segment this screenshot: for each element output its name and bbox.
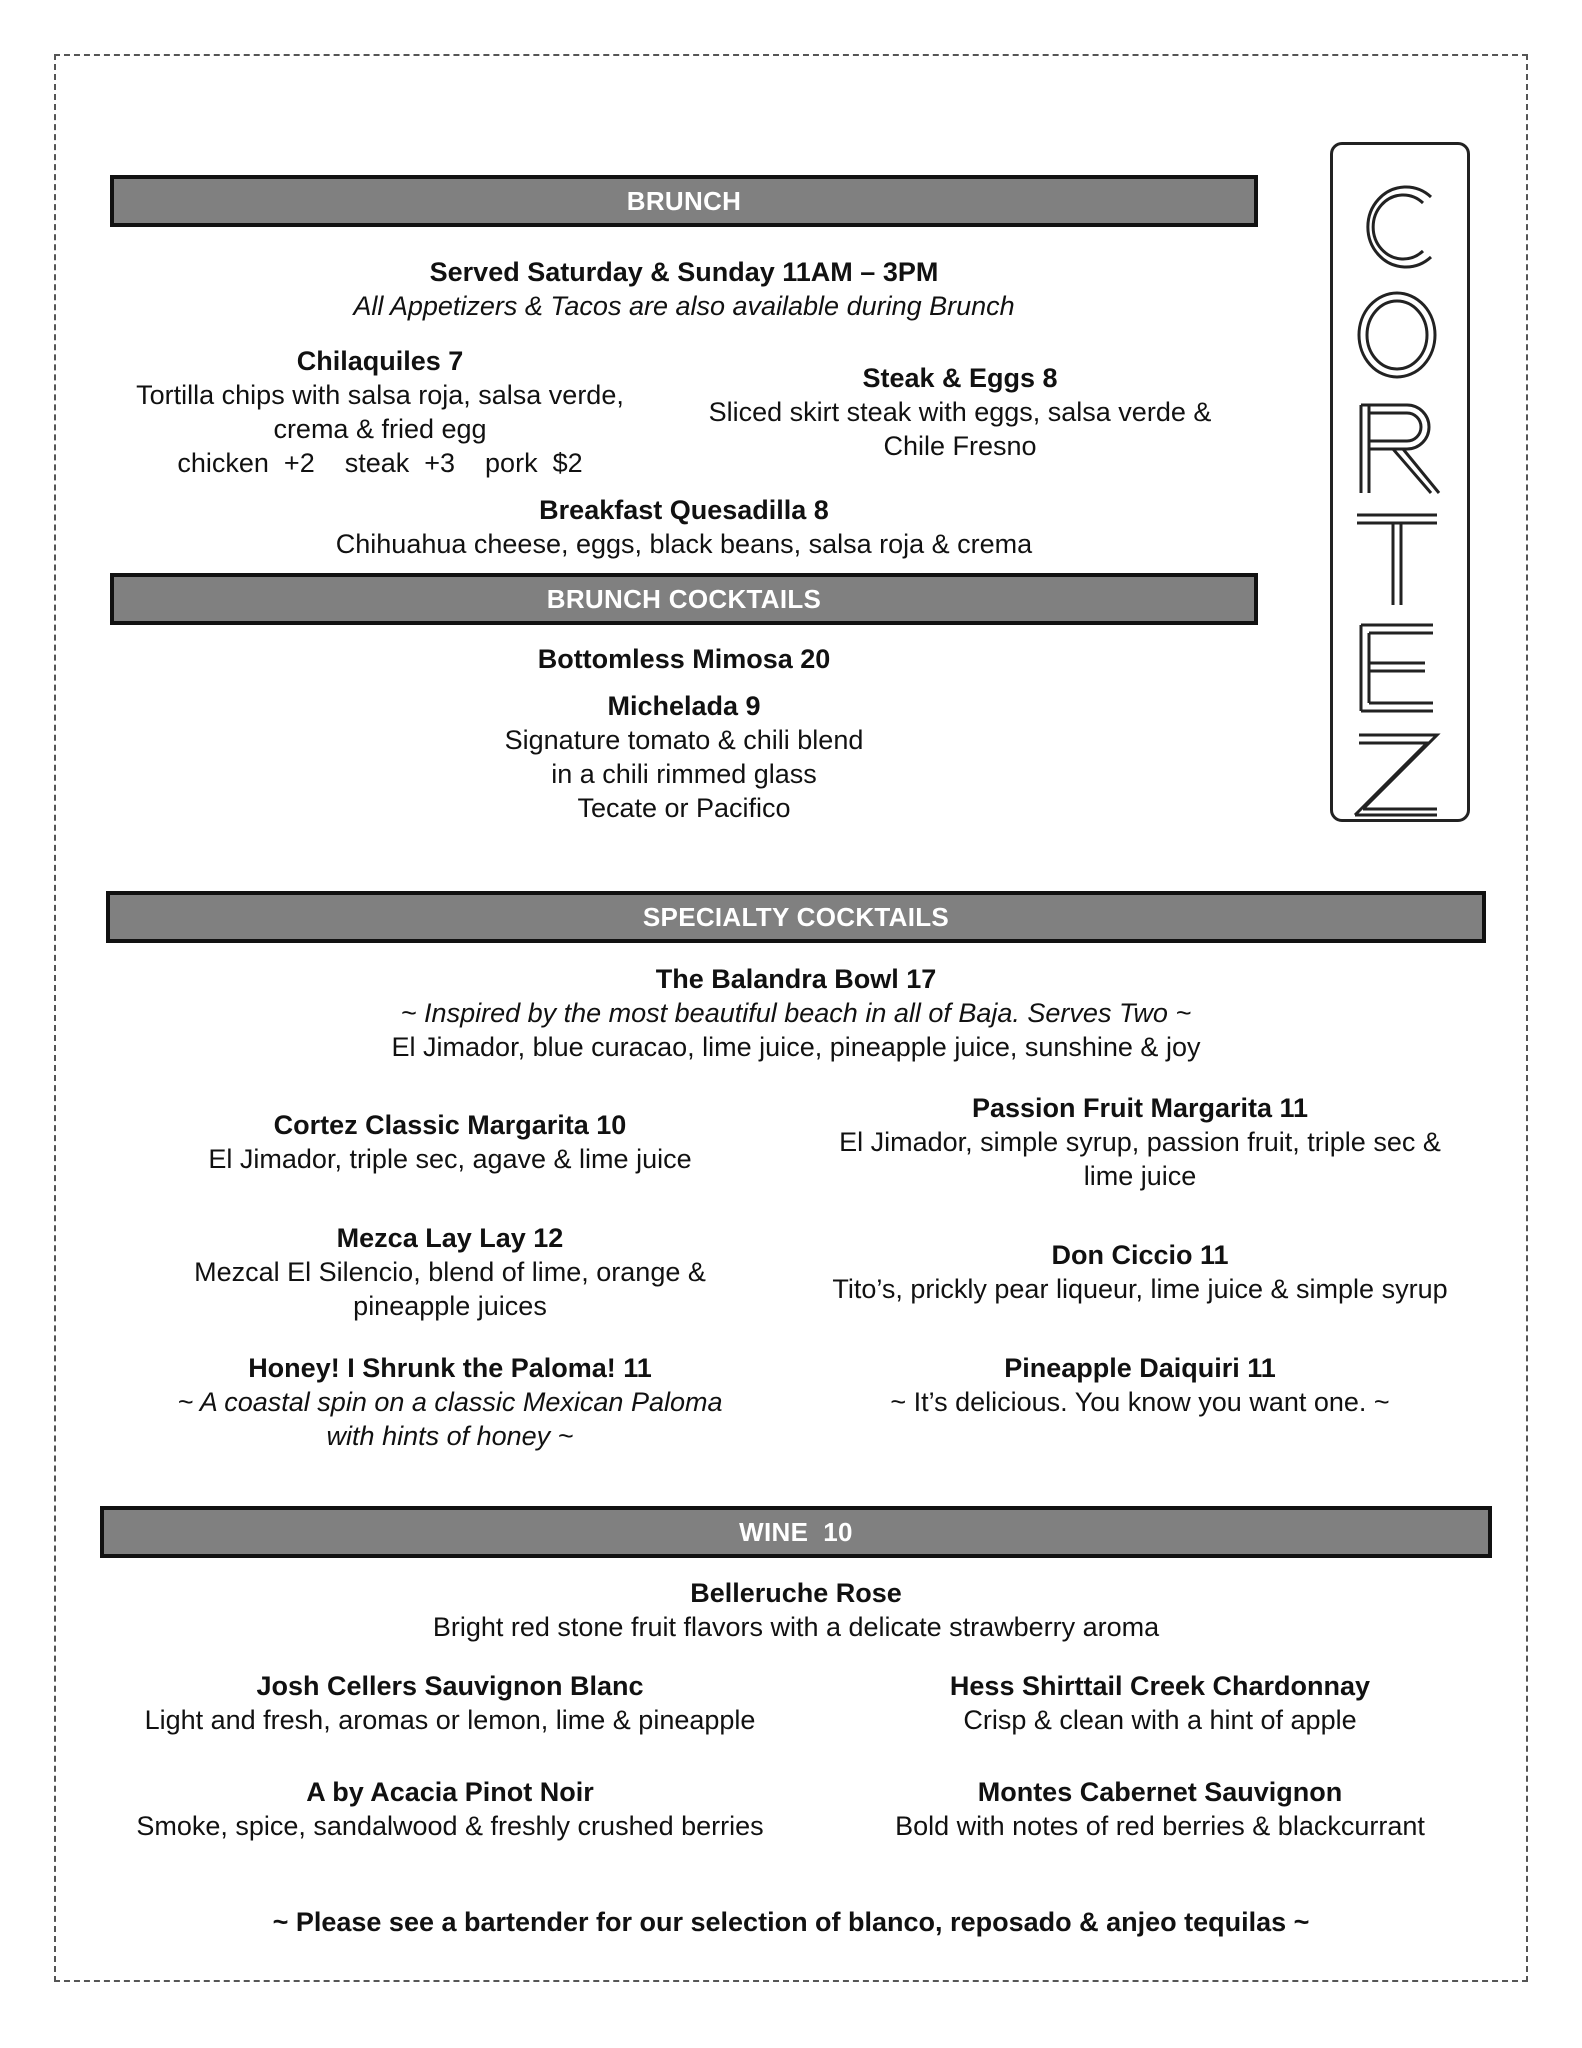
brunch-hours <box>110 255 1258 323</box>
pinot-item <box>100 1775 800 1843</box>
brunch-note: All Appetizers & Tacos are also available during Brunch <box>353 291 1015 321</box>
quesadilla-line-1: Chihuahua cheese, eggs, black beans, salsa roja & crema <box>335 529 1033 559</box>
balandra-desc: El Jimador, blue curacao, lime juice, pineapple juice, sunshine & joy <box>391 1032 1201 1062</box>
sauv-blanc-title: Josh Cellers Sauvignon Blanc <box>256 1671 644 1701</box>
paloma-line-1: ~ A coastal spin on a classic Mexican Paloma <box>177 1387 723 1417</box>
pinot-desc: Smoke, spice, sandalwood & freshly crushed berries <box>136 1811 764 1841</box>
paloma-title: Honey! I Shrunk the Paloma! 11 <box>248 1353 652 1383</box>
don-ciccio-line-1: Tito’s, prickly pear liqueur, lime juice & simple syrup <box>832 1274 1448 1304</box>
michelada-line-1: Signature tomato & chili blend <box>504 725 864 755</box>
balandra-tagline: ~ Inspired by the most beautiful beach in all of Baja. Serves Two ~ <box>400 998 1192 1028</box>
balandra-title: The Balandra Bowl 17 <box>655 964 937 994</box>
chilaquiles-line-2: crema & fried egg <box>273 414 487 444</box>
chardonnay-title: Hess Shirttail Creek Chardonnay <box>949 1671 1371 1701</box>
daiquiri-item <box>800 1351 1480 1419</box>
mezca-line-2: pineapple juices <box>353 1291 547 1321</box>
steak-eggs-line-1: Sliced skirt steak with eggs, salsa verde & <box>708 397 1212 427</box>
cabernet-title: Montes Cabernet Sauvignon <box>977 1777 1343 1807</box>
steak-eggs-line-2: Chile Fresno <box>883 431 1037 461</box>
tequila-footer-note: ~ Please see a bartender for our selection of blanco, reposado & anjeo tequilas ~ <box>272 1907 1310 1937</box>
sauv-blanc-desc: Light and fresh, aromas or lemon, lime & pineapple <box>144 1705 756 1735</box>
mezca-item <box>140 1221 760 1323</box>
cortez-logo <box>1330 142 1470 822</box>
don-ciccio-item <box>800 1238 1480 1306</box>
michelada-item <box>110 689 1258 825</box>
chardonnay-desc: Crisp & clean with a hint of apple <box>963 1705 1357 1735</box>
wine-header <box>100 1506 1492 1558</box>
cortez-logo-letters <box>1333 145 1467 819</box>
daiquiri-line-1: ~ It’s delicious. You know you want one. ~ <box>890 1387 1390 1417</box>
specialty-header-label: SPECIALTY COCKTAILS <box>642 901 950 932</box>
mimosa-title: Bottomless Mimosa 20 <box>537 644 831 674</box>
michelada-title: Michelada 9 <box>607 691 761 721</box>
wine-header-label: WINE 10 <box>739 1516 853 1547</box>
brunch-header-label: BRUNCH <box>626 185 742 216</box>
rose-desc: Bright red stone fruit flavors with a delicate strawberry aroma <box>432 1612 1160 1642</box>
paloma-line-2: with hints of honey ~ <box>326 1421 574 1451</box>
brunch-cocktails-header-label: BRUNCH COCKTAILS <box>546 583 822 614</box>
classic-margarita-item <box>140 1108 760 1176</box>
don-ciccio-title: Don Ciccio 11 <box>1051 1240 1229 1270</box>
cabernet-item <box>820 1775 1500 1843</box>
chilaquiles-addons: chicken +2 steak +3 pork $2 <box>177 448 583 478</box>
rose-item <box>100 1576 1492 1644</box>
rose-title: Belleruche Rose <box>690 1578 902 1608</box>
passion-margarita-item <box>800 1091 1480 1193</box>
specialty-header <box>106 891 1486 943</box>
cabernet-desc: Bold with notes of red berries & blackcurrant <box>895 1811 1425 1841</box>
quesadilla-item <box>110 493 1258 561</box>
chilaquiles-item <box>110 344 650 480</box>
classic-margarita-line-1: El Jimador, triple sec, agave & lime juice <box>208 1144 692 1174</box>
passion-margarita-line-1: El Jimador, simple syrup, passion fruit, triple sec & <box>839 1127 1441 1157</box>
brunch-header <box>110 175 1258 227</box>
mezca-title: Mezca Lay Lay 12 <box>336 1223 564 1253</box>
brunch-cocktails-header <box>110 573 1258 625</box>
pinot-title: A by Acacia Pinot Noir <box>306 1777 594 1807</box>
michelada-line-3: Tecate or Pacifico <box>577 793 791 823</box>
chardonnay-item <box>820 1669 1500 1737</box>
quesadilla-title: Breakfast Quesadilla 8 <box>539 495 829 525</box>
sauv-blanc-item <box>100 1669 800 1737</box>
chilaquiles-title: Chilaquiles 7 <box>296 346 464 376</box>
michelada-line-2: in a chili rimmed glass <box>551 759 817 789</box>
steak-eggs-title: Steak & Eggs 8 <box>862 363 1058 393</box>
brunch-served: Served Saturday & Sunday 11AM – 3PM <box>429 257 939 287</box>
mimosa-item <box>110 642 1258 676</box>
mezca-line-1: Mezcal El Silencio, blend of lime, orange & <box>194 1257 706 1287</box>
chilaquiles-line-1: Tortilla chips with salsa roja, salsa verde, <box>136 380 624 410</box>
steak-eggs-item <box>680 361 1240 463</box>
balandra-item <box>106 962 1486 1064</box>
passion-margarita-line-2: lime juice <box>1083 1161 1197 1191</box>
classic-margarita-title: Cortez Classic Margarita 10 <box>273 1110 627 1140</box>
passion-margarita-title: Passion Fruit Margarita 11 <box>971 1093 1309 1123</box>
daiquiri-title: Pineapple Daiquiri 11 <box>1004 1353 1276 1383</box>
paloma-item <box>140 1351 760 1453</box>
